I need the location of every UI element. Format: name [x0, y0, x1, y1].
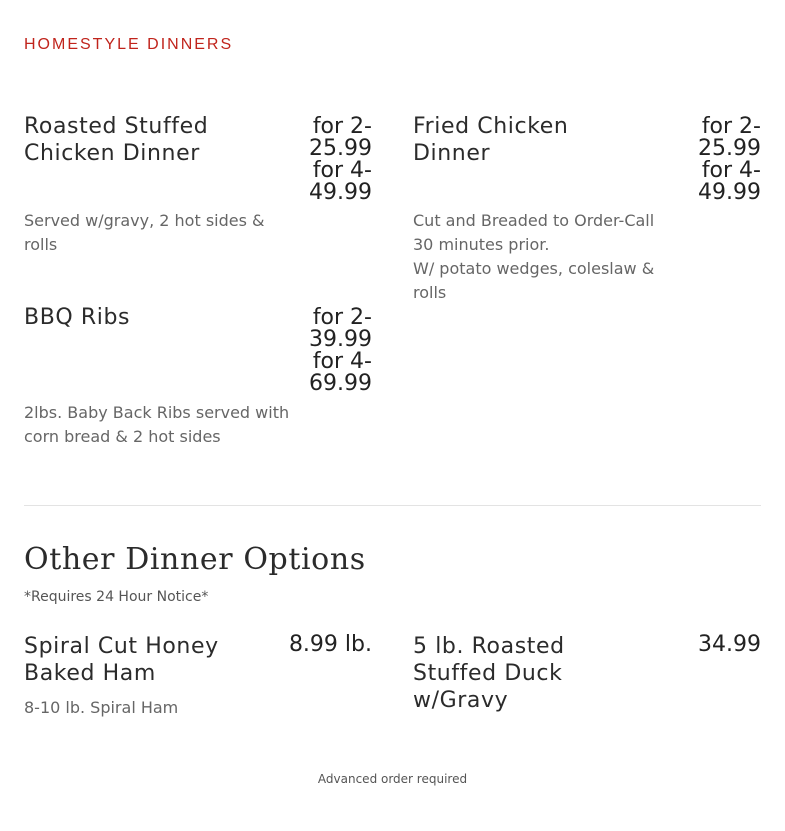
section-title-other-dinner-options: Other Dinner Options [24, 542, 366, 577]
item-description: Cut and Breaded to Order-Call 30 minutes prior. W/ potato wedges, coleslaw & rolls [413, 211, 655, 302]
item-name: Fried Chicken Dinner [413, 114, 569, 166]
item-description: Served w/gravy, 2 hot sides & rolls [24, 211, 265, 254]
item-price: for 2- 25.99 for 4- 49.99 [309, 114, 372, 205]
item-description: 2lbs. Baby Back Ribs served with corn bread & 2 hot sides [24, 403, 290, 446]
footer-note: Advanced order required [317, 772, 468, 786]
menu-item [24, 304, 372, 449]
item-price: for 2- 25.99 for 4- 49.99 [698, 114, 761, 205]
item-name: 5 lb. Roasted Stuffed Duck w/Gravy [413, 634, 565, 713]
item-name: Roasted Stuffed Chicken Dinner [24, 114, 209, 166]
item-price: 34.99 [698, 632, 761, 657]
section-note: *Requires 24 Hour Notice* [24, 589, 209, 605]
section-divider [24, 505, 761, 506]
menu-item [413, 633, 761, 723]
item-name: BBQ Ribs [24, 305, 131, 330]
item-description: 8-10 lb. Spiral Ham [24, 698, 179, 717]
item-price: 8.99 lb. [288, 632, 372, 657]
item-name: Spiral Cut Honey Baked Ham [24, 634, 219, 686]
menu-item [24, 633, 372, 723]
section-label-homestyle-dinners: HOMESTYLE DINNERS [24, 36, 234, 53]
menu-item [24, 113, 372, 258]
menu-item [413, 113, 761, 308]
item-price: for 2- 39.99 for 4- 69.99 [309, 305, 372, 396]
